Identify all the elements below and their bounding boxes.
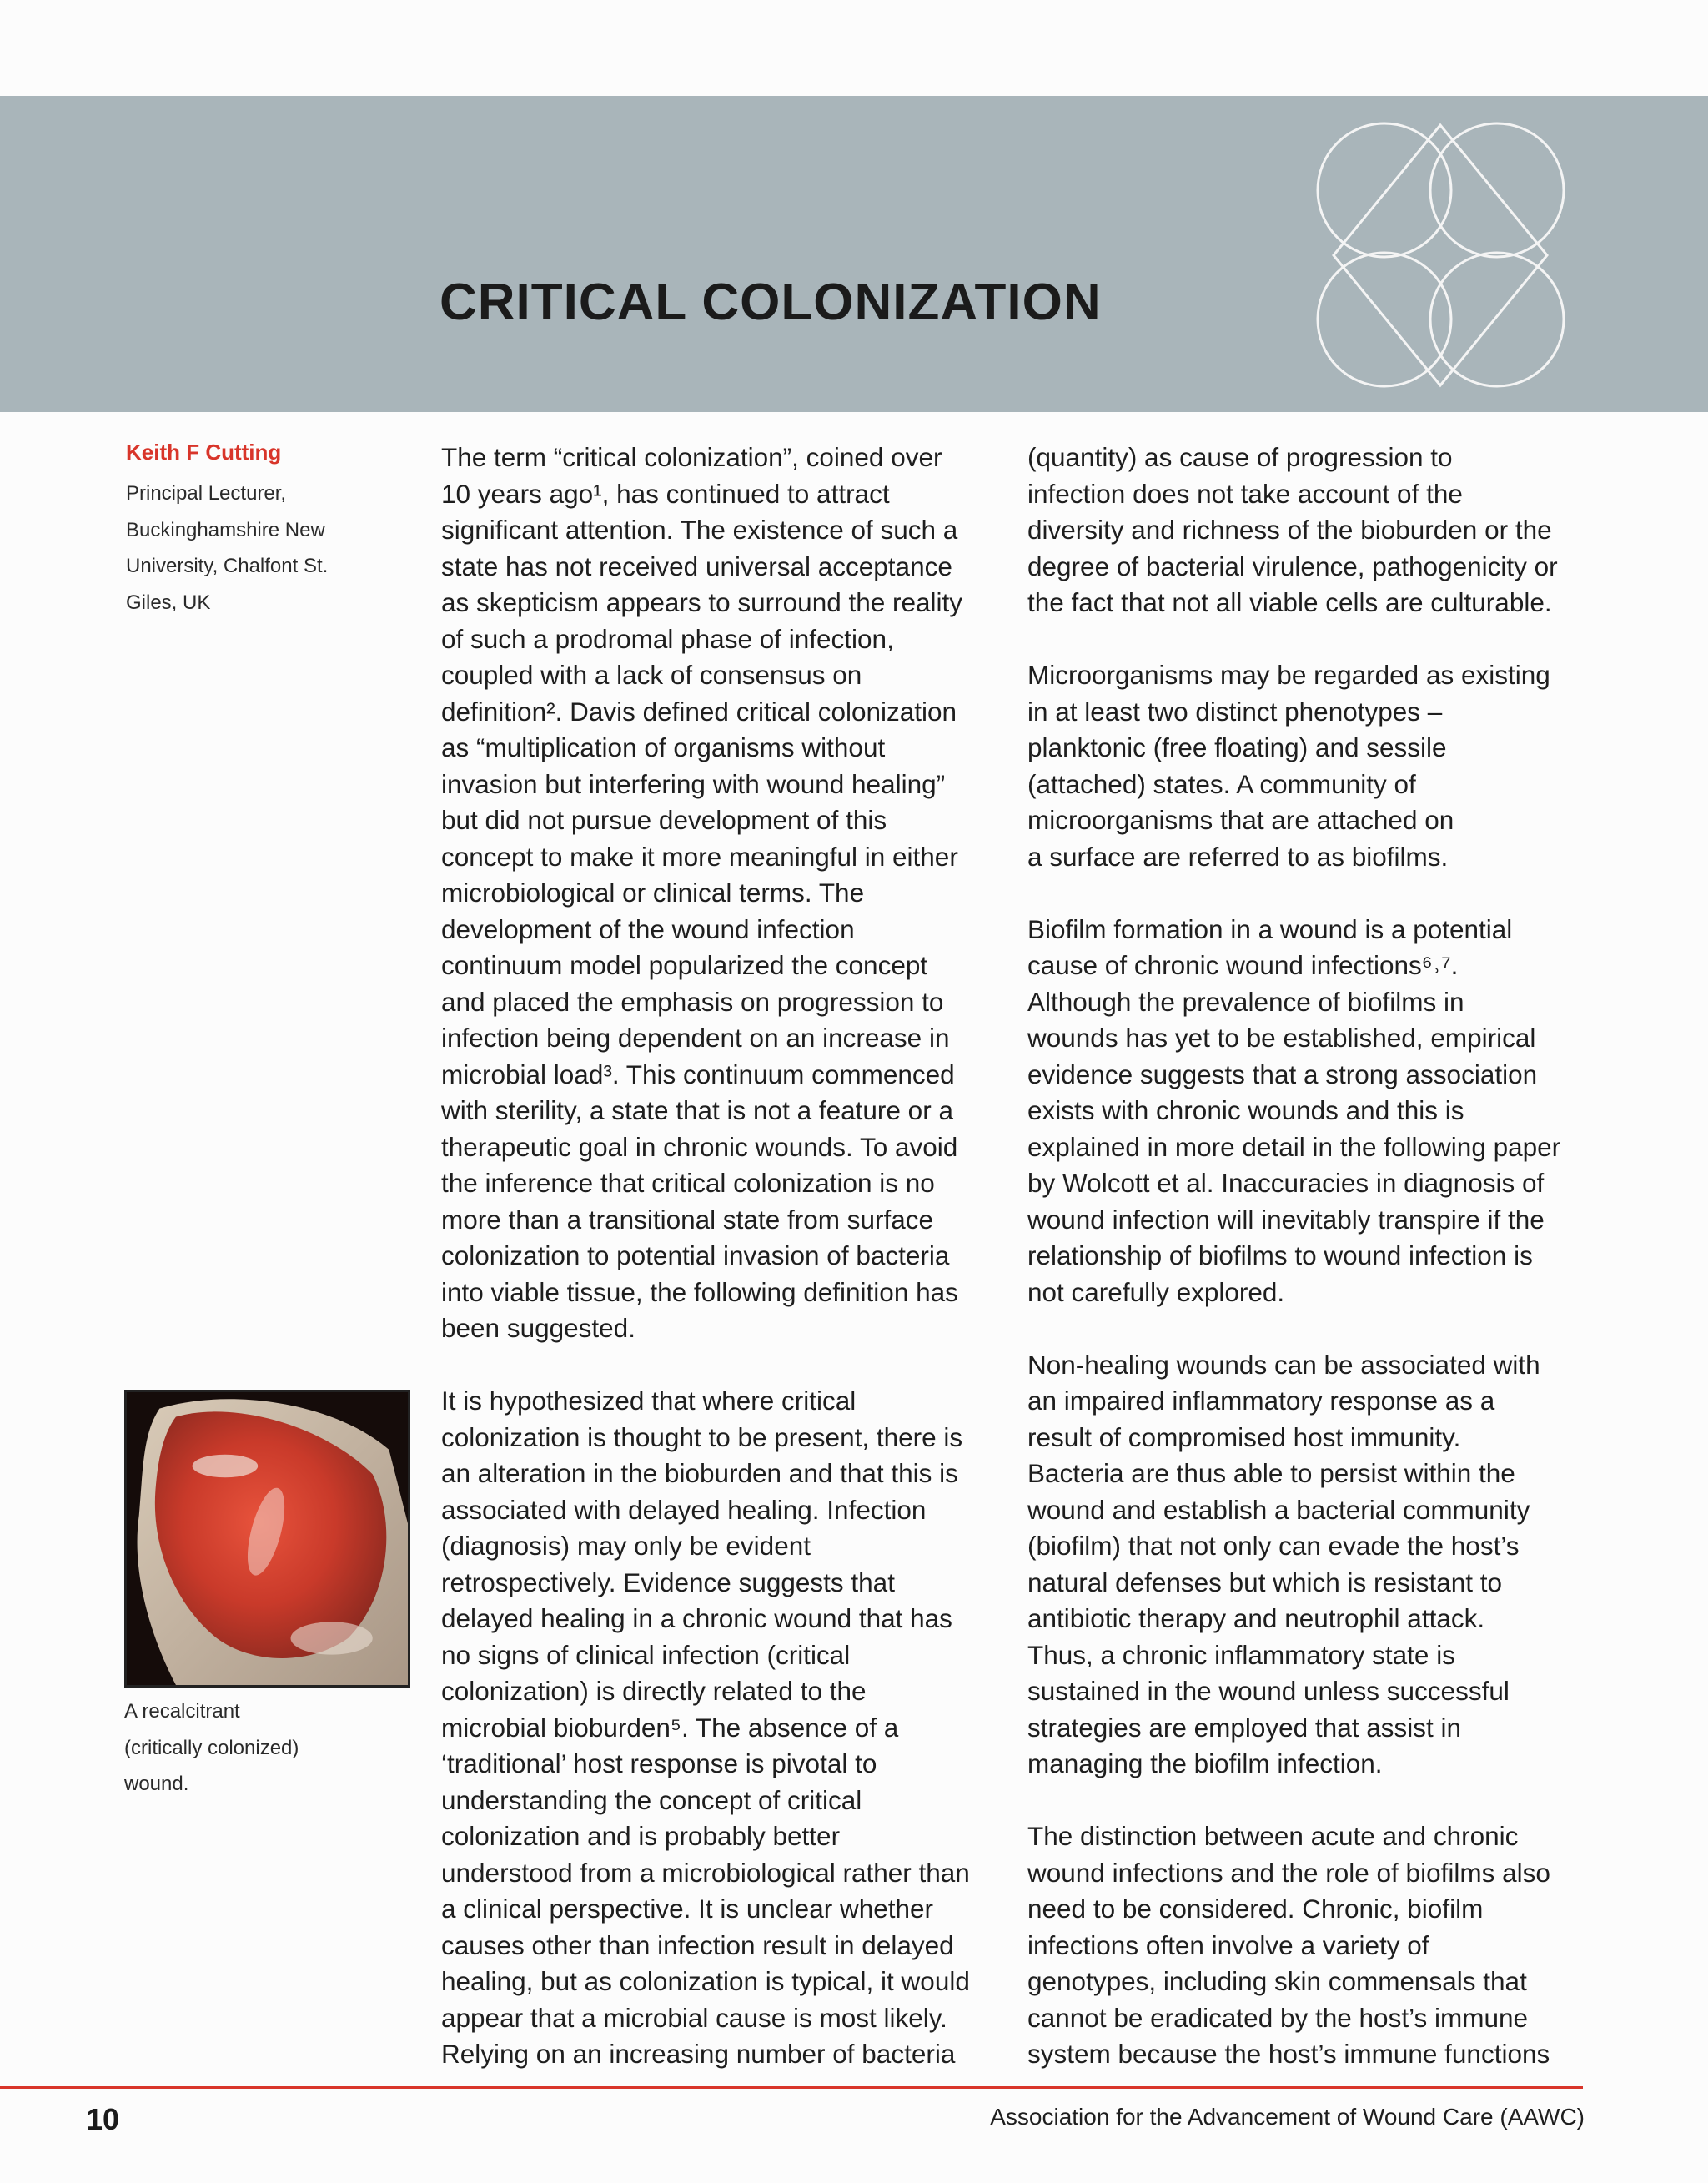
body-line: Thus, a chronic inflammatory state is (1027, 1639, 1455, 1670)
caption-line: (critically colonized) (124, 1736, 299, 1759)
footer-rule (0, 2086, 1583, 2089)
body-line: infection does not take account of the (1027, 478, 1463, 509)
body-line: microorganisms that are attached on (1027, 805, 1454, 835)
body-line: The term “critical colonization”, coined over (441, 442, 942, 472)
body-line: as skepticism appears to surround the reality (441, 587, 963, 617)
body-line: delayed healing in a chronic wound that has (441, 1603, 952, 1633)
body-line: infections often involve a variety of (1027, 1929, 1429, 1960)
body-line: colonization is thought to be present, there is (441, 1421, 963, 1452)
body-line: been suggested. (441, 1313, 635, 1343)
body-line: antibiotic therapy and neutrophil attack. (1027, 1603, 1485, 1633)
body-line: need to be considered. Chronic, biofilm (1027, 1894, 1484, 1924)
body-line: Non-healing wounds can be associated with (1027, 1349, 1540, 1380)
body-line: an impaired inflammatory response as a (1027, 1386, 1495, 1416)
paragraph-break (441, 1347, 1025, 1384)
body-line: system because the host’s immune functions (1027, 2039, 1550, 2069)
body-line: strategies are employed that assist in (1027, 1712, 1462, 1743)
body-line: Biofilm formation in a wound is a potential (1027, 913, 1513, 944)
affiliation-line: Giles, UK (126, 591, 211, 614)
body-line: (biofilm) that not only can evade the host’s (1027, 1531, 1520, 1561)
body-line: microbiological or clinical terms. The (441, 878, 865, 908)
body-line: cause of chronic wound infections⁶˒⁷. (1027, 950, 1459, 980)
affiliation-line: Buckinghamshire New (126, 518, 325, 541)
body-line: appear that a microbial cause is most likely. (441, 2002, 947, 2033)
body-line: The distinction between acute and chronic (1027, 1821, 1519, 1851)
body-line: genotypes, including skin commensals that (1027, 1966, 1527, 1996)
body-line: causes other than infection result in delayed (441, 1929, 954, 1960)
body-line: Relying on an increasing number of bacteria (441, 2039, 956, 2069)
body-line: explained in more detail in the following paper (1027, 1131, 1561, 1162)
body-line: the fact that not all viable cells are culturable. (1027, 587, 1552, 617)
body-line: definition². Davis defined critical colonization (441, 696, 957, 727)
body-line: wound infections and the role of biofilms also (1027, 1857, 1550, 1888)
body-line: microbial load³. This continuum commenced (441, 1059, 955, 1089)
body-line: colonization to potential invasion of bacteria (441, 1240, 950, 1270)
body-line: the inference that critical colonization is no (441, 1168, 935, 1198)
body-column-left (441, 440, 1025, 2073)
body-line: evidence suggests that a strong association (1027, 1059, 1538, 1089)
body-line: significant attention. The existence of such a (441, 515, 958, 545)
body-line: associated with delayed healing. Infection (441, 1494, 927, 1525)
body-line: planktonic (free floating) and sessile (1027, 732, 1447, 762)
author-affiliation (126, 475, 376, 621)
body-line: relationship of biofilms to wound infection is (1027, 1240, 1533, 1270)
affiliation-line: Principal Lecturer, (126, 482, 287, 505)
body-line: ‘traditional’ host response is pivotal to (441, 1748, 877, 1778)
body-line: wounds has yet to be established, empirical (1027, 1023, 1536, 1053)
affiliation-line: University, Chalfont St. (126, 555, 329, 577)
wound-photo (124, 1390, 410, 1688)
paragraph-break (1027, 1783, 1611, 1819)
body-line: 10 years ago¹, has continued to attract (441, 478, 890, 509)
body-line: concept to make it more meaningful in either (441, 841, 958, 872)
body-line: a clinical perspective. It is unclear whether (441, 1894, 934, 1924)
body-line: coupled with a lack of consensus on (441, 660, 862, 690)
caption-line: A recalcitrant (124, 1700, 240, 1723)
body-line: therapeutic goal in chronic wounds. To avoid (441, 1131, 958, 1162)
body-line: no signs of clinical infection (critical (441, 1639, 851, 1670)
body-line: Microorganisms may be regarded as existing (1027, 660, 1550, 690)
body-line: invasion but interfering with wound healing” (441, 768, 946, 799)
page-title: CRITICAL COLONIZATION (440, 274, 1102, 331)
body-line: Although the prevalence of biofilms in (1027, 986, 1464, 1017)
body-line: continuum model popularized the concept (441, 950, 928, 980)
body-line: more than a transitional state from surface (441, 1204, 934, 1235)
body-line: as “multiplication of organisms without (441, 732, 886, 762)
author-name: Keith F Cutting (126, 440, 282, 465)
body-line: It is hypothesized that where critical (441, 1386, 857, 1416)
body-line: Bacteria are thus able to persist within the (1027, 1458, 1515, 1488)
paragraph-break (1027, 1310, 1611, 1347)
interlocking-circles-diamond-icon (1297, 115, 1585, 395)
body-line: understood from a microbiological rather than (441, 1857, 970, 1888)
body-line: state has not received universal acceptance (441, 551, 952, 581)
body-line: into viable tissue, the following definition has (441, 1276, 958, 1307)
body-line: retrospectively. Evidence suggests that (441, 1567, 895, 1597)
body-line: by Wolcott et al. Inaccuracies in diagnosis of (1027, 1168, 1545, 1198)
body-line: infection being dependent on an increase in (441, 1023, 950, 1053)
figure-caption (124, 1693, 391, 1803)
page-number: 10 (86, 2102, 120, 2136)
body-line: healing, but as colonization is typical, it would (441, 1966, 970, 1996)
body-line: cannot be eradicated by the host’s immune (1027, 2002, 1529, 2033)
body-line: managing the biofilm infection. (1027, 1748, 1383, 1778)
footer-organization: Association for the Advancement of Wound Care (AAWC) (990, 2104, 1585, 2130)
body-line: exists with chronic wounds and this is (1027, 1095, 1464, 1125)
body-line: a surface are referred to as biofilms. (1027, 841, 1449, 872)
body-column-right (1027, 440, 1611, 2073)
body-line: sustained in the wound unless successful (1027, 1676, 1510, 1706)
body-line: (diagnosis) may only be evident (441, 1531, 811, 1561)
body-line: not carefully explored. (1027, 1276, 1285, 1307)
body-line: colonization and is probably better (441, 1821, 841, 1851)
body-line: result of compromised host immunity. (1027, 1421, 1461, 1452)
body-line: (quantity) as cause of progression to (1027, 442, 1453, 472)
body-line: microbial bioburden⁵. The absence of a (441, 1712, 899, 1743)
body-line: of such a prodromal phase of infection, (441, 623, 894, 654)
caption-line: wound. (124, 1773, 189, 1795)
body-line: wound infection will inevitably transpire if the (1027, 1204, 1545, 1235)
body-line: understanding the concept of critical (441, 1784, 862, 1815)
body-line: with sterility, a state that is not a feature or a (441, 1095, 953, 1125)
body-line: colonization) is directly related to the (441, 1676, 867, 1706)
body-line: but did not pursue development of this (441, 805, 887, 835)
body-line: development of the wound infection (441, 913, 855, 944)
body-line: wound and establish a bacterial community (1027, 1494, 1530, 1525)
body-line: in at least two distinct phenotypes – (1027, 696, 1443, 727)
paragraph-break (1027, 875, 1611, 912)
body-line: natural defenses but which is resistant to (1027, 1567, 1503, 1597)
body-line: diversity and richness of the bioburden or the (1027, 515, 1552, 545)
body-line: an alteration in the bioburden and that this is (441, 1458, 958, 1488)
body-line: (attached) states. A community of (1027, 768, 1416, 799)
body-line: and placed the emphasis on progression to (441, 986, 944, 1017)
body-line: degree of bacterial virulence, pathogenicity or (1027, 551, 1558, 581)
paragraph-break (1027, 621, 1611, 658)
